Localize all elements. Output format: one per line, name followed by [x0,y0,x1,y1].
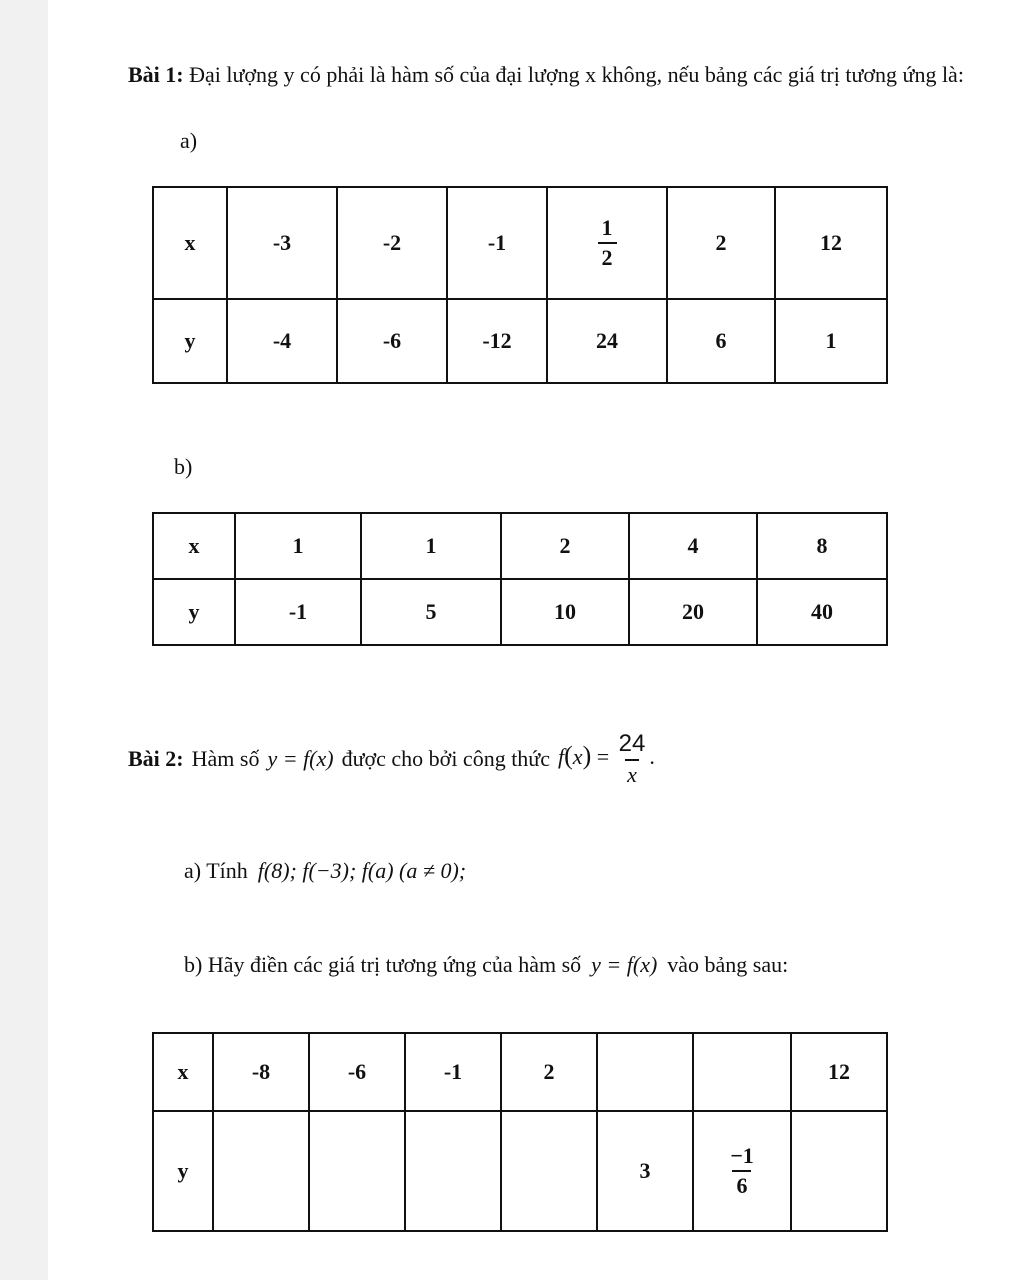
table-a-y-cell: -4 [227,299,337,383]
bai2-heading [128,732,655,786]
table-a-x-cell: -2 [337,187,447,299]
table-a-x-cell: -3 [227,187,337,299]
bai1-heading [128,62,964,88]
formula-numerator: 24 [618,730,646,757]
bai1-part-b-label: b) [174,454,193,479]
table-c-y-cell-empty [213,1111,309,1231]
table-c-x-cell: -1 [405,1033,501,1111]
bai2-part-b [184,952,788,978]
table-b-x-cell: 1 [361,513,501,579]
bai2-part-b-function: y = f(x) [591,952,658,977]
bai2-part-a-expression: f(8); f(−3); f(a) (a ≠ 0); [257,858,467,883]
bai1-question: Đại lượng y có phải là hàm số của đại lượng x không, nếu bảng các giá trị tương ứng là: [189,62,964,87]
table-b-x-header: x [153,513,235,579]
bai2-part-a [184,858,466,884]
table-a-y-cell: 24 [547,299,667,383]
table-a-x-cell: 12 [775,187,887,299]
table-c [152,1032,888,1232]
table-b-y-cell: 20 [629,579,757,645]
document-page [48,0,1024,1280]
table-b [152,512,888,646]
fraction-minus-one-sixth [726,1145,758,1197]
bai1-part-a-label: a) [180,128,198,153]
table-a-y-cell: -12 [447,299,547,383]
table-c-y-cell-empty [501,1111,597,1231]
bai2-given-text: được cho bởi công thức [341,746,550,771]
fraction-numerator: 1 [601,215,613,240]
table-c-y-cell-empty [405,1111,501,1231]
bai1-label: Bài 1: [128,62,184,87]
table-c-y-cell-fraction [693,1111,791,1231]
table-b-y-header: y [153,579,235,645]
table-b-y-cell: 10 [501,579,629,645]
fraction-denominator: 2 [598,242,617,269]
bai2-part-b-prefix: b) Hãy điền các giá trị tương ứng của hàm số [184,952,582,977]
table-a-x-cell: 2 [667,187,775,299]
table-c-y-cell: 3 [597,1111,693,1231]
table-c-y-cell-empty [309,1111,405,1231]
table-b-x-cell: 1 [235,513,361,579]
table-a-y-cell: -6 [337,299,447,383]
left-margin-strip [0,0,48,1280]
table-c-x-header: x [153,1033,213,1111]
table-c-x-cell: 12 [791,1033,887,1111]
table-b-y-cell: -1 [235,579,361,645]
table-b-x-cell: 2 [501,513,629,579]
table-c-x-row [153,1033,887,1111]
bai2-intro: Hàm số [191,746,260,771]
table-c-x-cell-empty [693,1033,791,1111]
table-b-x-row [153,513,887,579]
table-a-x-row [153,187,887,299]
table-a-x-header: x [153,187,227,299]
fraction-one-half [598,217,617,269]
table-c-y-cell-empty [791,1111,887,1231]
bai2-part-b-suffix: vào bảng sau: [667,952,789,977]
table-a-x-cell-fraction [547,187,667,299]
formula-denominator: x [625,759,639,786]
table-c-y-header: y [153,1111,213,1231]
table-c-y-row [153,1111,887,1231]
table-b-x-cell: 8 [757,513,887,579]
formula-fraction [617,732,648,786]
bai2-label: Bài 2: [128,746,184,771]
table-b-x-cell: 4 [629,513,757,579]
table-b-y-cell: 40 [757,579,887,645]
table-c-x-cell: 2 [501,1033,597,1111]
table-c-x-cell: -8 [213,1033,309,1111]
table-b-y-row [153,579,887,645]
table-a-y-header: y [153,299,227,383]
table-c-x-cell: -6 [309,1033,405,1111]
fraction-denominator: 6 [732,1170,751,1197]
table-a-y-row [153,299,887,383]
table-a-y-cell: 1 [775,299,887,383]
table-c-x-cell-empty [597,1033,693,1111]
bai2-function-notation: y = f(x) [267,746,334,771]
table-a-y-cell: 6 [667,299,775,383]
bai2-part-a-label: a) Tính [184,858,248,883]
fraction-numerator: −1 [730,1143,754,1168]
table-a-x-cell: -1 [447,187,547,299]
bai2-formula: f(x) = $\frac{24}{x}$ . [558,730,655,787]
table-b-y-cell: 5 [361,579,501,645]
table-a [152,186,888,384]
